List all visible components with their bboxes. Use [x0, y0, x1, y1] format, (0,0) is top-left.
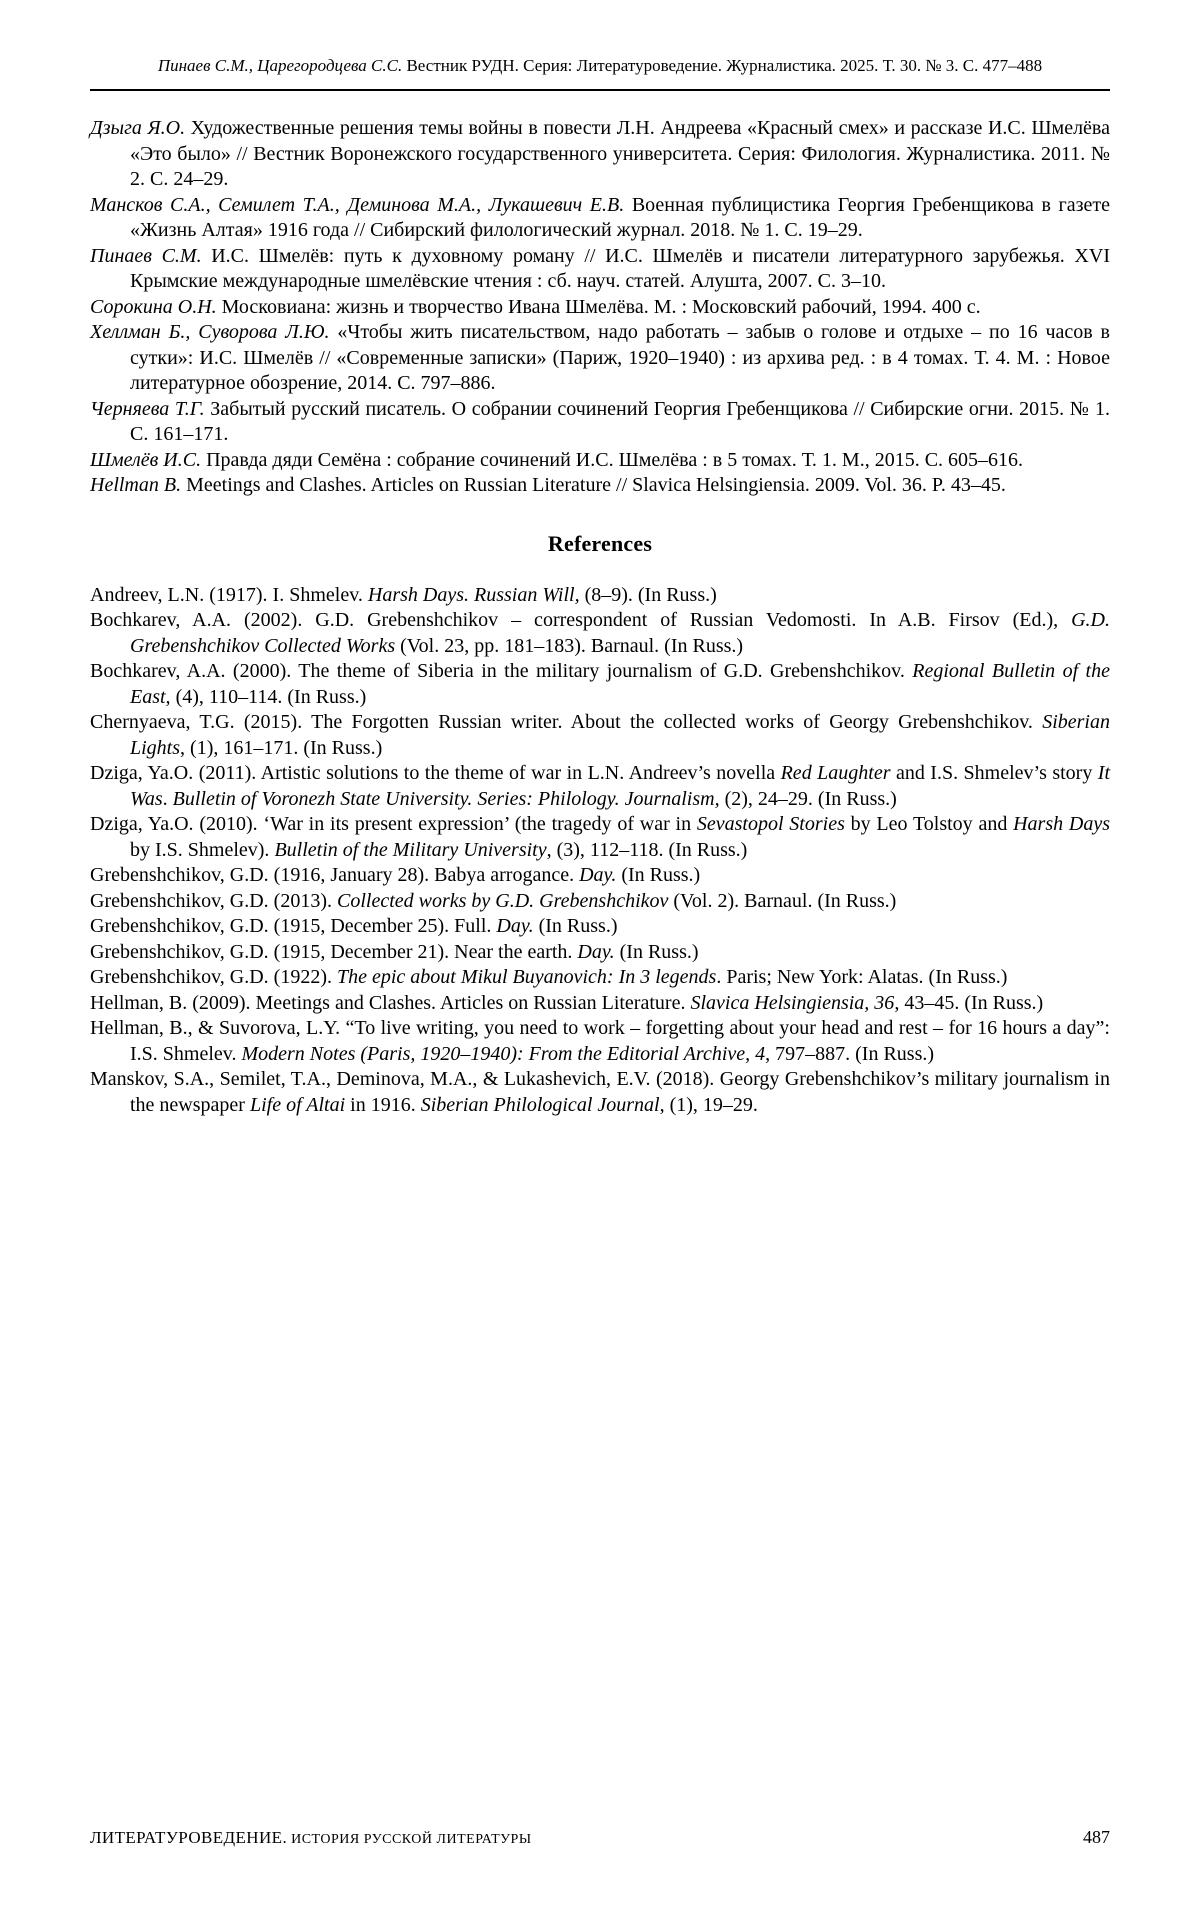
header-rule — [90, 89, 1110, 91]
reference-entry-segment: Забытый русский писатель. О собрании сочинений Георгия Гребенщикова // Сибирские огни. 2015. № 1. С. 161–171. — [130, 397, 1110, 445]
reference-entry-segment: И.С. Шмелёв: путь к духовному роману // И.С. Шмелёв и писатели литературного зарубежья. XVI Крымские международные шмелёвские чтения : сб. науч. статей. Алушта, 2007. С. 3–10. — [130, 244, 1110, 292]
reference-entry-italic-segment: Modern Notes (Paris, 1920–1940): From the Editorial Archive, 4 — [241, 1042, 766, 1065]
reference-entry-segment: , (3), 112–118. (In Russ.) — [546, 838, 748, 861]
reference-entry — [90, 320, 1110, 397]
reference-entry-italic-segment: Hellman B. — [90, 474, 182, 496]
reference-entry-segment: (In Russ.) — [614, 940, 699, 963]
reference-entry-segment: Grebenshchikov, G.D. (1915, December 21). Near the earth. — [90, 940, 578, 963]
reference-entry — [90, 397, 1110, 448]
running-header — [90, 56, 1110, 91]
reference-entry — [90, 761, 1110, 812]
reference-entry-italic-segment: Regional Bulletin of the East, — [130, 660, 1110, 708]
reference-entry-segment: Московиана: жизнь и творчество Ивана Шмелёва. М. : Московский рабочий, 1994. 400 с. — [216, 295, 981, 318]
reference-entry-italic-segment: Bulletin of the Military University — [274, 838, 547, 861]
reference-entry-segment: Bochkarev, A.A. (2002). G.D. Grebenshchikov – correspondent of Russian Vedomosti. In A.B. Firsov (Ed.), — [90, 609, 1072, 631]
reference-entry-italic-segment: Harsh Days — [1013, 813, 1111, 835]
reference-entry — [90, 991, 1110, 1017]
reference-entry — [90, 448, 1110, 474]
reference-entry-segment: and I.S. Shmelev’s story — [890, 762, 1098, 784]
running-title — [90, 56, 1110, 76]
reference-entry-italic-segment: Siberian Philological Journal — [420, 1093, 660, 1116]
reference-entry-segment: Правда дяди Семёна : собрание сочинений И.С. Шмелёва : в 5 томах. Т. 1. М., 2015. С. 605–616. — [201, 448, 1024, 471]
reference-entry-italic-segment: Day. — [496, 915, 534, 937]
reference-entry-italic-segment: Day. — [579, 864, 617, 886]
reference-entry-segment: Chernyaeva, T.G. (2015). The Forgotten Russian writer. About the collected works of Georgy Grebenshchikov. — [90, 711, 1043, 733]
reference-entry-segment: (2), 24–29. (In Russ.) — [719, 787, 897, 810]
reference-entry — [90, 863, 1110, 889]
reference-entry-segment: Hellman, B. (2009). Meetings and Clashes. Articles on Russian Literature. — [90, 991, 691, 1014]
reference-entry-segment: , 797–887. (In Russ.) — [765, 1042, 935, 1065]
reference-entry-segment: (Vol. 23, pp. 181–183). Barnaul. (In Russ.) — [395, 634, 744, 657]
reference-entry — [90, 889, 1110, 915]
reference-entry — [90, 1067, 1110, 1118]
references-list — [90, 583, 1110, 1119]
reference-entry-segment: by I.S. Shmelev). — [130, 838, 275, 861]
reference-entry-italic-segment: Пинаев С.М. — [90, 244, 202, 267]
reference-entry — [90, 244, 1110, 295]
reference-entry-segment: Военная публицистика Георгия Гребенщикова в газете «Жизнь Алтая» 1916 года // Сибирский филологический журнал. 2018. № 1. С. 19–29. — [130, 193, 1111, 241]
reference-entry-segment: Grebenshchikov, G.D. (1922). — [90, 966, 337, 988]
reference-entry-segment: Grebenshchikov, G.D. (1916, January 28). Babya arrogance. — [90, 864, 580, 886]
reference-entry-segment: Meetings and Clashes. Articles on Russian Literature // Slavica Helsingiensia. 2009. Vol. 36. P. 43–45. — [181, 474, 1006, 496]
reference-entry-italic-segment: Collected works by G.D. Grebenshchikov — [336, 889, 669, 912]
reference-entry — [90, 812, 1110, 863]
reference-entry — [90, 583, 1110, 609]
references-heading: References — [547, 530, 653, 556]
footer-section-title — [90, 1828, 532, 1848]
reference-entry — [90, 940, 1110, 966]
reference-entry-segment: Художественные решения темы войны в повести Л.Н. Андреева «Красный смех» и рассказе И.С. Шмелёва «Это было» // Вестник Воронежского государственного университета. Серия: Филология. Журналистика. 2011. № 2. С. 24–29. — [130, 117, 1110, 190]
reference-entry-segment: , (1), 19–29. — [659, 1093, 758, 1116]
reference-entry — [90, 710, 1110, 761]
reference-entry-italic-segment: The epic about Mikul Buyanovich: In 3 legends — [336, 966, 717, 988]
reference-entry-italic-segment: Шмелёв И.С. — [90, 448, 202, 471]
reference-entry — [90, 193, 1110, 244]
reference-entry-italic-segment: G.D. Grebenshchikov Collected Works — [130, 609, 1110, 657]
reference-entry-segment: , (1), 161–171. (In Russ.) — [180, 736, 383, 759]
page-footer — [90, 1827, 1110, 1848]
running-title-authors: Пинаев С.М., Царегородцева С.С. — [157, 56, 403, 75]
reference-entry-segment: (In Russ.) — [533, 915, 618, 937]
reference-entry — [90, 965, 1110, 991]
reference-entry-segment: (In Russ.) — [616, 864, 701, 886]
reference-entry-italic-segment: It Was — [130, 762, 1111, 810]
reference-entry-italic-segment: Slavica Helsingiensia, 36 — [690, 991, 895, 1014]
reference-entry-segment: Dziga, Ya.O. (2010). ‘War in its present expression’ (the tragedy of war in — [90, 813, 697, 835]
reference-entry-segment: Grebenshchikov, G.D. (2013). — [90, 889, 337, 912]
reference-entry — [90, 914, 1110, 940]
reference-entry-segment: by Leo Tolstoy and — [844, 813, 1014, 835]
footer-section-sub: ИСТОРИЯ РУССКОЙ ЛИТЕРАТУРЫ — [291, 1832, 532, 1847]
reference-entry-segment: Andreev, L.N. (1917). I. Shmelev. — [90, 583, 368, 606]
reference-entry-italic-segment: Дзыга Я.О. — [90, 117, 186, 139]
reference-entry-segment: Manskov, S.A., Semilet, T.A., Deminova, M.A., & Lukashevich, E.V. (2018). Georgy Grebenshchikov’s military journalism in the newspaper — [90, 1068, 1110, 1116]
reference-entry-italic-segment: Life of Altai — [249, 1093, 346, 1116]
reference-entry-italic-segment: Siberian Lights — [130, 711, 1110, 759]
reference-entry-segment: . Paris; New York: Alatas. (In Russ.) — [716, 966, 1008, 988]
reference-entry-italic-segment: Черняева Т.Г. — [90, 397, 205, 420]
reference-entry — [90, 1016, 1110, 1067]
reference-entry-italic-segment: Хеллман Б., Суворова Л.Ю. — [90, 321, 330, 343]
reference-entry-segment: in 1916. — [345, 1093, 421, 1116]
bibliography-russian — [90, 116, 1110, 499]
reference-entry-segment: «Чтобы жить писательством, надо работать – забыв о голове и отдыхе – по 16 часов в сутки»: И.С. Шмелёв // «Современные записки» (Париж, 1920–1940) : из архива ред. : в 4 томах. Т. 4. М. : Новое литературное обозрение, 2014. С. 797–886. — [130, 321, 1111, 394]
reference-entry-segment: (4), 110–114. (In Russ.) — [170, 685, 367, 708]
reference-entry-italic-segment: Сорокина О.Н. — [90, 295, 217, 318]
reference-entry-segment: Hellman, B., & Suvorova, L.Y. “To live writing, you need to work – forgetting about your head and rest – for 16 hours a day”: I.S. Shmelev. — [90, 1017, 1110, 1065]
reference-entry-segment: (Vol. 2). Barnaul. (In Russ.) — [668, 889, 897, 912]
reference-entry-segment: . — [162, 787, 173, 810]
reference-entry-italic-segment: Sevastopol Stories — [696, 813, 845, 835]
page-number: 487 — [1083, 1827, 1110, 1847]
running-title-source: Вестник РУДН. Серия: Литературоведение. Журналистика. 2025. Т. 30. № 3. С. 477–488 — [402, 56, 1043, 75]
reference-entry-italic-segment: Red Laughter — [780, 762, 891, 784]
footer-section-main: ЛИТЕРАТУРОВЕДЕНИЕ. — [90, 1828, 288, 1847]
reference-entry-italic-segment: Harsh Days. Russian Will, — [367, 583, 580, 606]
reference-entry-italic-segment: Bulletin of Voronezh State University. Series: Philology. Journalism, — [172, 787, 720, 810]
reference-entry-segment: , 43–45. (In Russ.) — [894, 991, 1044, 1014]
reference-entry-italic-segment: Day. — [577, 940, 615, 963]
reference-entry-segment: (8–9). (In Russ.) — [579, 583, 717, 606]
reference-entry — [90, 608, 1110, 659]
reference-entry-italic-segment: Мансков С.А., Семилет Т.А., Деминова М.А., Лукашевич Е.В. — [90, 193, 625, 216]
reference-entry-segment: Bochkarev, A.A. (2000). The theme of Siberia in the military journalism of G.D. Grebenshchikov. — [90, 660, 913, 682]
reference-entry — [90, 473, 1110, 499]
reference-entry — [90, 116, 1110, 193]
reference-entry — [90, 295, 1110, 321]
reference-entry — [90, 659, 1110, 710]
reference-entry-segment: Dziga, Ya.O. (2011). Artistic solutions to the theme of war in L.N. Andreev’s novella — [90, 762, 781, 784]
reference-entry-segment: Grebenshchikov, G.D. (1915, December 25). Full. — [90, 915, 497, 937]
